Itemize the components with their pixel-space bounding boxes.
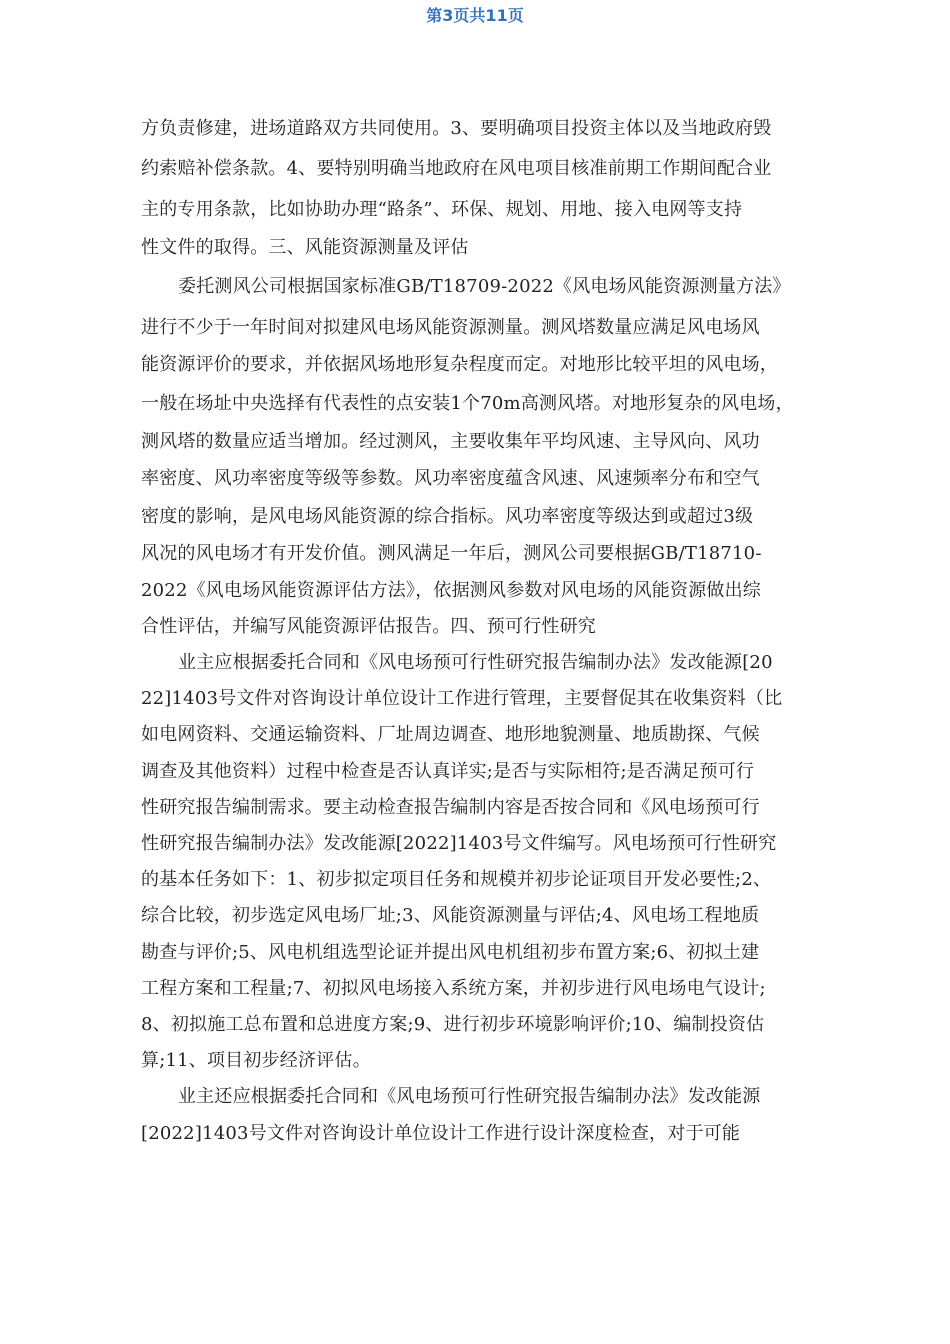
text-line: 勘查与评价;5、风电机组选型论证并提出风电机组初步布置方案;6、初拟土建 [141, 942, 760, 963]
text-line: 性研究报告编制需求。要主动检查报告编制内容是否按合同和《风电场预可行 [141, 797, 760, 818]
text-line: [2022]1403号文件对咨询设计单位设计工作进行设计深度检查，对于可能 [141, 1123, 741, 1144]
text-line: 工程方案和工程量;7、初拟风电场接入系统方案，并初步进行风电场电气设计; [141, 978, 766, 999]
text-line: 算;11、项目初步经济评估。 [141, 1050, 371, 1071]
text-line: 的基本任务如下：1、初步拟定项目任务和规模并初步论证项目开发必要性;2、 [141, 869, 772, 890]
text-line: 进行不少于一年时间对拟建风电场风能资源测量。测风塔数量应满足风电场风 [141, 317, 760, 338]
text-line: 22]1403号文件对咨询设计单位设计工作进行管理，主要督促其在收集资料（比 [141, 688, 783, 709]
text-line: 方负责修建，进场道路双方共同使用。3、要明确项目投资主体以及当地政府毁 [141, 118, 772, 139]
text-line: 能资源评价的要求，并依据风场地形复杂程度而定。对地形比较平坦的风电场， [141, 354, 778, 375]
text-line: 主的专用条款，比如协助办理“路条”、环保、规划、用地、接入电网等支持 [141, 199, 743, 220]
text-line: 综合比较，初步选定风电场厂址;3、风能资源测量与评估;4、风电场工程地质 [141, 905, 760, 926]
text-line: 2022《风电场风能资源评估方法》，依据测风参数对风电场的风能资源做出综 [141, 580, 762, 601]
text-line: 率密度、风功率密度等级等参数。风功率密度蕴含风速、风速频率分布和空气 [141, 468, 760, 489]
text-line: 风况的风电场才有开发价值。测风满足一年后，测风公司要根据GB/T18710- [141, 543, 762, 564]
text-line: 约索赔补偿条款。4、要特别明确当地政府在风电项目核准前期工作期间配合业 [141, 158, 772, 179]
text-line: 测风塔的数量应适当增加。经过测风，主要收集年平均风速、主导风向、风功 [141, 431, 760, 452]
text-line: 密度的影响，是风电场风能资源的综合指标。风功率密度等级达到或超过3级 [141, 506, 754, 527]
text-line: 如电网资料、交通运输资料、厂址周边调查、地形地貌测量、地质勘探、气候 [141, 724, 760, 745]
paragraph-first-line: 业主还应根据委托合同和《风电场预可行性研究报告编制办法》发改能源 [178, 1086, 761, 1107]
paragraph-first-line: 业主应根据委托合同和《风电场预可行性研究报告编制办法》发改能源[20 [178, 652, 773, 673]
text-line: 性研究报告编制办法》发改能源[2022]1403号文件编写。风电场预可行性研究 [141, 833, 777, 854]
page-indicator: 第3页共11页 [426, 6, 524, 25]
text-line: 8、初拟施工总布置和总进度方案;9、进行初步环境影响评价;10、编制投资估 [141, 1014, 765, 1035]
text-line: 性文件的取得。三、风能资源测量及评估 [141, 237, 469, 258]
text-line: 调查及其他资料）过程中检查是否认真详实;是否与实际相符;是否满足预可行 [141, 761, 755, 782]
text-line: 合性评估，并编写风能资源评估报告。四、预可行性研究 [141, 616, 596, 637]
paragraph-first-line: 委托测风公司根据国家标准GB/T18709-2022《风电场风能资源测量方法》 [178, 276, 791, 297]
text-line: 一般在场址中央选择有代表性的点安装1个70m高测风塔。对地形复杂的风电场， [141, 393, 794, 414]
